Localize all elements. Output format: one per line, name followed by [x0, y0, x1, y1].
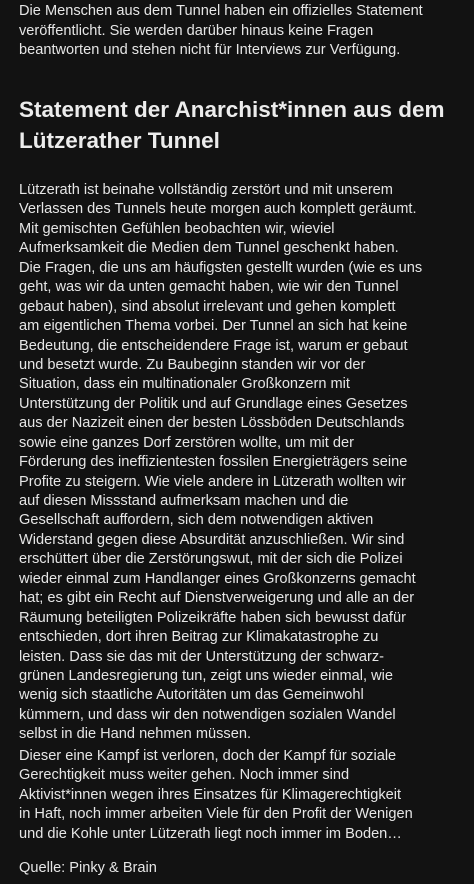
statement-paragraph-2: Dieser eine Kampf ist verloren, doch der Kampf für soziale Gerechtigkeit muss weiter gehen. Noch immer sind Aktivist*innen wegen ihres Einsatzes für Klimagerechtigkeit in Haft, noch immer arbeiten Viele für den Profit der Wenigen und die Kohle unter Lützerath liegt noch immer im Boden… [19, 748, 413, 842]
page-title: Statement der Anarchist*innen aus dem Lützerather Tunnel [19, 97, 445, 153]
intro-text: Die Menschen aus dem Tunnel haben ein offizielles Statement veröffentlicht. Sie werden darüber hinaus keine Fragen beantworten und stehen nicht für Interviews zur Verfügung. [19, 3, 423, 58]
source-credit: Quelle: Pinky & Brain [19, 860, 157, 876]
statement-paragraph-1: Lützerath ist beinahe vollständig zerstört und mit unserem Verlassen des Tunnels heute morgen auch komplett geräumt. Mit gemischten Gefühlen beobachten wir, wieviel Aufmerksamkeit die Medien dem Tunnel geschenkt haben. Die Fragen, die uns am häufigsten gestellt wurden (wie es uns geht, was wir da unten gemacht haben, wie wir den Tunnel gebaut haben), sind absolut irrelevant und gehen komplett am eigentlichen Thema vorbei. Der Tunnel an sich hat keine Bedeutung, die entscheidendere Frage ist, warum er gebaut und besetzt wurde. Zu Baubeginn standen wir vor der Situation, dass ein multinationaler Großkonzern mit Unterstützung der Politik und auf Grundlage eines Gesetzes aus der Nazizeit einen der besten Lössböden Deutschlands sowie eine ganzes Dorf zerstören wollte, um mit der Förderung des ineffizientesten fossilen Energieträgers seine Profite zu steigern. Wie viele andere in Lützerath wollten wir auf diesen Missstand aufmerksam machen und die Gesellschaft auffordern, sich dem notwendigen aktiven Widerstand gegen diese Absurdität anzuschließen. Wir sind erschüttert über die Zerstörungswut, mit der sich die Polizei wieder einmal zum Handlanger eines Großkonzerns gemacht hat; es gibt ein Recht auf Dienstverweigerung und alle an der Räumung beteiligten Polizeikräfte haben sich bewusst dafür entschieden, dort ihren Beitrag zur Klimakatastrophe zu leisten. Dass sie das mit der Unterstützung der schwarz- grünen Landesregierung tun, zeigt uns wieder einmal, wie wenig sich staatliche Autoritäten um das Gemeinwohl kümmern, und dass wir den notwendigen sozialen Wandel selbst in die Hand nehmen müssen. [19, 182, 423, 743]
